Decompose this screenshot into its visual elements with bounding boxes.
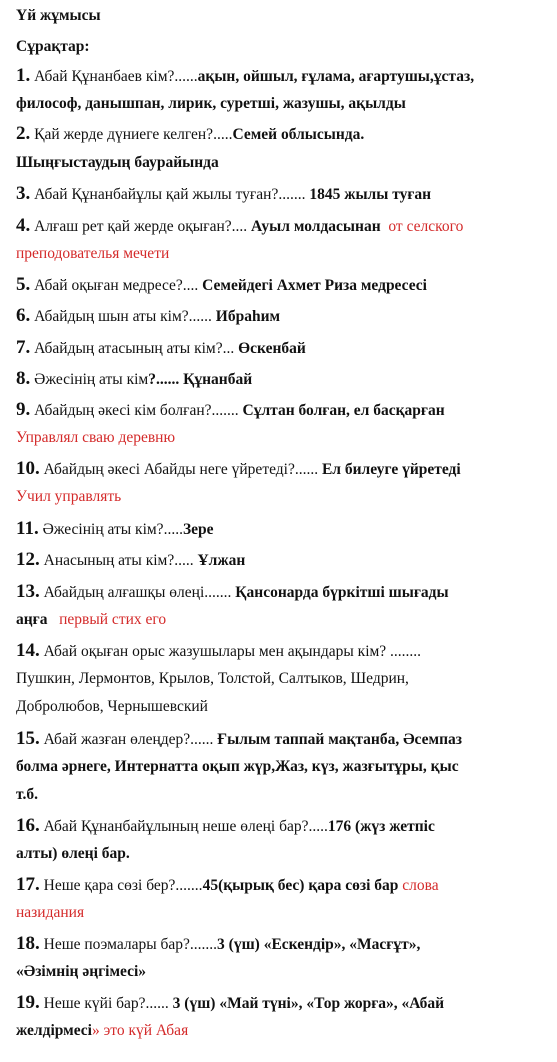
question-number: 19. bbox=[16, 992, 40, 1013]
question-number: 1. bbox=[16, 65, 31, 86]
question-text: Абай оқыған орыс жазушылары мен ақындары кім? ........ bbox=[39, 643, 422, 660]
question-number: 11. bbox=[16, 518, 39, 539]
question-11 bbox=[16, 519, 214, 540]
answer-continuation bbox=[16, 1021, 188, 1041]
question-text: Абайдың шын аты кім?...... bbox=[30, 308, 212, 325]
question-number: 2. bbox=[16, 123, 31, 144]
russian-note: » это күй Абая bbox=[91, 1022, 189, 1039]
answer-text: 176 (жүз жетпіс bbox=[327, 818, 435, 835]
question-number: 12. bbox=[16, 549, 40, 570]
question-text: Абайдың атасының аты кім?... bbox=[30, 340, 235, 357]
answer-text: Семейдегі Ахмет Риза медресесі bbox=[198, 277, 427, 294]
question-14 bbox=[16, 641, 421, 662]
question-number: 9. bbox=[16, 399, 31, 420]
question-number: 16. bbox=[16, 815, 40, 836]
question-number: 3. bbox=[16, 183, 31, 204]
question-number: 6. bbox=[16, 305, 31, 326]
answer-continuation: «Әзімнің әңгімесі» bbox=[16, 963, 147, 980]
answer-text: Зере bbox=[182, 521, 214, 538]
question-17 bbox=[16, 875, 439, 896]
question-number: 15. bbox=[16, 728, 40, 749]
question-text: Абай Құнанбайұлы қай жылы туған?....... bbox=[30, 186, 306, 203]
answer-text: 3 (үш) «Ескендір», «Масғұт», bbox=[217, 936, 421, 953]
question-number: 8. bbox=[16, 368, 31, 389]
question-text: Абай жазған өлеңдер?...... bbox=[39, 731, 214, 748]
answer-text: ?...... Құнанбай bbox=[148, 371, 253, 388]
answer-continuation: философ, данышпан, лирик, суретші, жазушы, ақылды bbox=[16, 95, 406, 112]
answer-text: Ғылым таппай мақтанба, Әсемпаз bbox=[213, 731, 462, 748]
question-9 bbox=[16, 400, 445, 421]
question-text: Абайдың әкесі Абайды неге үйретеді?...... bbox=[39, 461, 319, 478]
answer-continuation: болма әрнеге, Интернатта оқып жүр,Жаз, күз, жазғытұры, қыс bbox=[16, 758, 459, 775]
question-18 bbox=[16, 934, 420, 955]
question-19 bbox=[16, 993, 444, 1014]
answer-continuation: алты) өлеңі бар. bbox=[16, 845, 130, 862]
question-7 bbox=[16, 338, 306, 359]
answer-text: Қансонарда бүркітші шығады bbox=[231, 584, 449, 601]
question-number: 5. bbox=[16, 274, 31, 295]
question-text: Әжесінің аты кім?..... bbox=[38, 521, 183, 538]
question-number: 4. bbox=[16, 215, 31, 236]
answer-continuation bbox=[16, 610, 166, 630]
question-number: 7. bbox=[16, 337, 31, 358]
question-number: 13. bbox=[16, 581, 40, 602]
question-text: Абайдың әкесі кім болған?....... bbox=[30, 402, 239, 419]
answer-text: Ел билеуге үйретеді bbox=[318, 461, 461, 478]
question-text: Неше күйі бар?...... bbox=[39, 995, 169, 1012]
question-number: 10. bbox=[16, 458, 40, 479]
question-2 bbox=[16, 124, 364, 145]
answer-text: желдірмесі bbox=[16, 1022, 92, 1039]
russian-note-continuation: назидания bbox=[16, 904, 85, 921]
answer-text: аңға bbox=[16, 611, 48, 628]
answer-continuation: Пушкин, Лермонтов, Крылов, Толстой, Салтыков, Шедрин, bbox=[16, 670, 409, 687]
question-text: Абай Құнанбаев кім?...... bbox=[30, 68, 198, 85]
questions-heading: Сұрақтар: bbox=[16, 38, 90, 55]
russian-note: от селского bbox=[388, 218, 464, 235]
question-5 bbox=[16, 275, 427, 296]
document-title: Үй жұмысы bbox=[16, 7, 101, 24]
answer-continuation: Добролюбов, Чернышевский bbox=[16, 698, 208, 715]
question-text: Неше қара сөзі бер?....... bbox=[39, 877, 203, 894]
question-text: Әжесінің аты кім bbox=[30, 371, 149, 388]
question-text: Абай оқыған медресе?.... bbox=[30, 277, 199, 294]
answer-text: 3 (үш) «Май түні», «Тор жорға», «Абай bbox=[168, 995, 445, 1012]
question-6 bbox=[16, 306, 280, 327]
answer-text: Өскенбай bbox=[234, 340, 306, 357]
question-text: Анасының аты кім?..... bbox=[39, 552, 194, 569]
question-number: 17. bbox=[16, 874, 40, 895]
question-3 bbox=[16, 184, 431, 205]
question-8 bbox=[16, 369, 252, 390]
question-12 bbox=[16, 550, 245, 571]
russian-note-continuation: преподователья мечети bbox=[16, 245, 170, 262]
question-1 bbox=[16, 66, 474, 87]
answer-text: Ауыл молдасынан bbox=[247, 218, 381, 235]
answer-text: Ұлжан bbox=[193, 552, 246, 569]
question-text: Қай жерде дүниеге келген?..... bbox=[30, 126, 233, 143]
answer-text: Ибраһим bbox=[211, 308, 281, 325]
answer-continuation: т.б. bbox=[16, 786, 38, 803]
answer-text: Семей облысында. bbox=[232, 126, 365, 143]
question-text: Абайдың алғашқы өлеңі....... bbox=[39, 584, 232, 601]
answer-continuation: Шыңғыстаудың баурайында bbox=[16, 154, 219, 171]
question-text: Неше поэмалары бар?....... bbox=[39, 936, 218, 953]
question-text: Алғаш рет қай жерде оқыған?.... bbox=[30, 218, 248, 235]
question-number: 14. bbox=[16, 640, 40, 661]
question-text: Абай Құнанбайұлының неше өлеңі бар?..... bbox=[39, 818, 328, 835]
question-15 bbox=[16, 729, 462, 750]
answer-text: Сұлтан болған, ел басқарған bbox=[238, 402, 445, 419]
question-13 bbox=[16, 582, 449, 603]
answer-text: 1845 жылы туған bbox=[305, 186, 432, 203]
question-number: 18. bbox=[16, 933, 40, 954]
russian-note: Управлял сваю деревню bbox=[16, 429, 176, 446]
answer-text: ақын, ойшыл, ғұлама, ағартушы,ұстаз, bbox=[197, 68, 475, 85]
question-10 bbox=[16, 459, 461, 480]
answer-text: 45(қырық бес) қара сөзі бар bbox=[202, 877, 399, 894]
question-4 bbox=[16, 216, 463, 237]
russian-note: первый стих его bbox=[59, 611, 167, 628]
russian-note: слова bbox=[398, 877, 439, 894]
russian-note: Учил управлять bbox=[16, 488, 122, 505]
question-16 bbox=[16, 816, 435, 837]
